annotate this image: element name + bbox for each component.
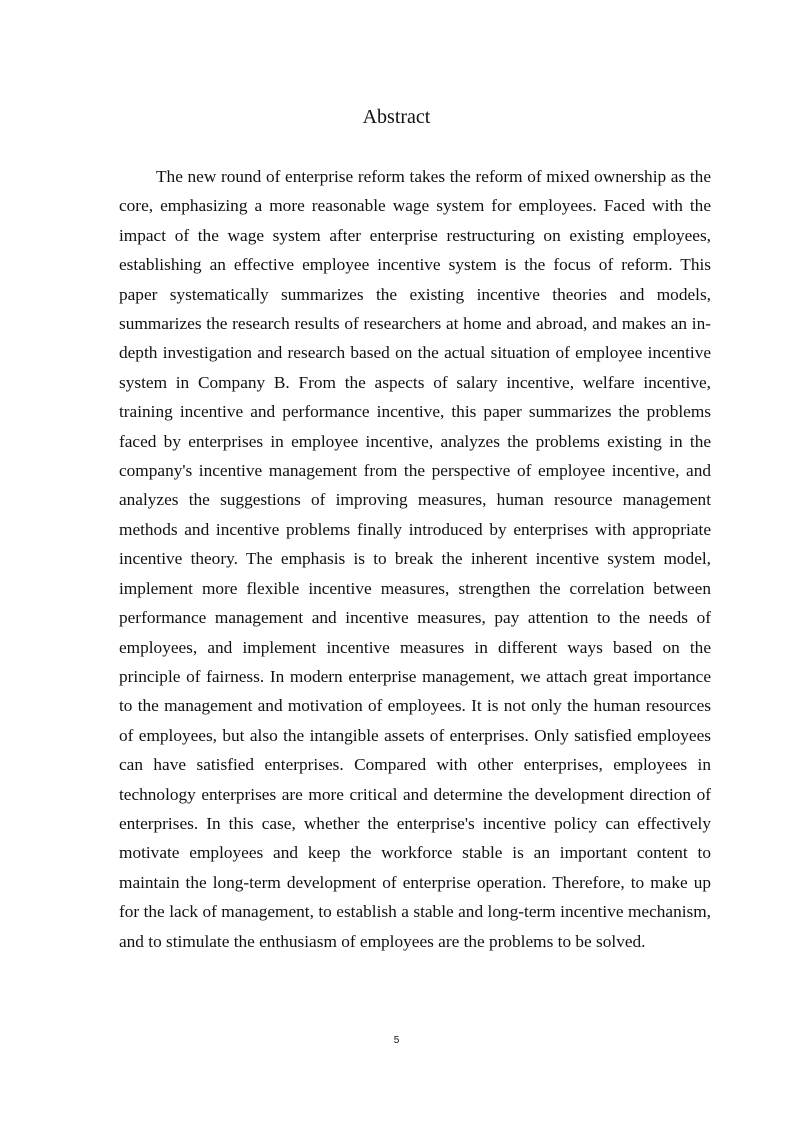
page-number: 5 xyxy=(393,1035,400,1046)
abstract-title: Abstract xyxy=(362,106,431,128)
abstract-body: The new round of enterprise reform takes the reform of mixed ownership as the core, emphasizing a more reasonable wage system for employees. Faced with the impact of the wage system after enterprise restructuring on existing employees, establishing an effective employee incentive system is the focus of reform. This paper systematically summarizes the existing incentive theories and models, summarizes the research results of researchers at home and abroad, and makes an in-depth investigation and research based on the actual situation of employee incentive system in Company B. From the aspects of salary incentive, welfare incentive, training incentive and performance incentive, this paper summarizes the problems faced by enterprises in employee incentive, analyzes the problems existing in the company's incentive management from the perspective of employee incentive, and analyzes the suggestions of improving measures, human resource management methods and incentive problems finally introduced by enterprises with appropriate incentive theory. The emphasis is to break the inherent incentive system model, implement more flexible incentive measures, strengthen the correlation between performance management and incentive measures, pay attention to the needs of employees, and implement incentive measures in different ways based on the principle of fairness. In modern enterprise management, we attach great importance to the management and motivation of employees. It is not only the human resources of employees, but also the intangible assets of enterprises. Only satisfied employees can have satisfied enterprises. Compared with other enterprises, employees in technology enterprises are more critical and determine the development direction of enterprises. In this case, whether the enterprise's incentive policy can effectively motivate employees and keep the workforce stable is an important content to maintain the long-term development of enterprise operation. Therefore, to make up for the lack of management, to establish a stable and long-term incentive mechanism, and to stimulate the enthusiasm of employees are the problems to be solved. xyxy=(119,167,711,951)
